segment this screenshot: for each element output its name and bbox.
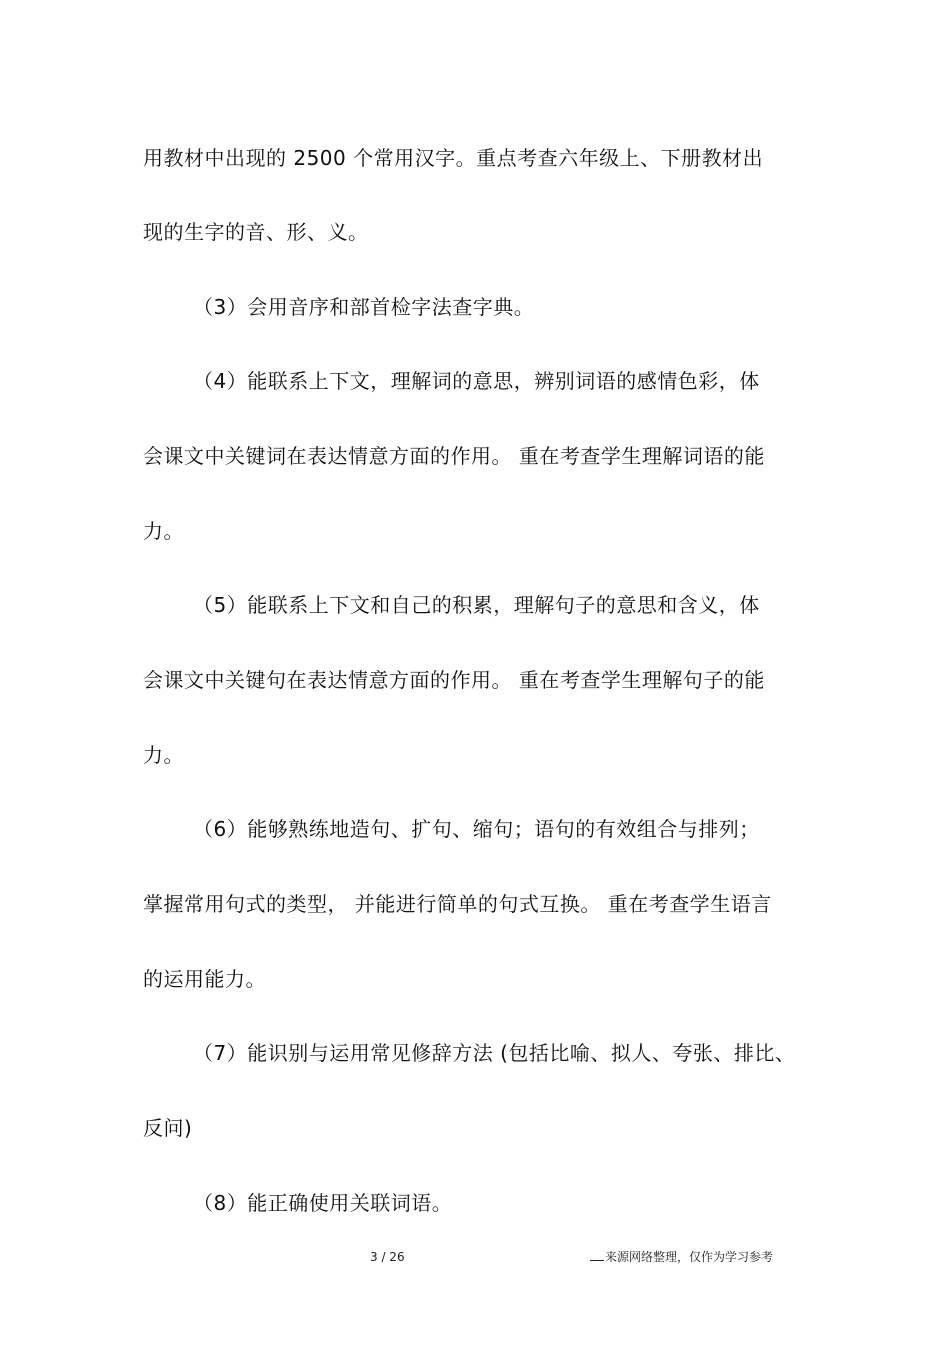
list-item-7: （7）能识别与运用常见修辞方法 (包括比喻、拟人、夸张、排比、 (193, 1041, 796, 1065)
text-line-14: 反问) (143, 1116, 193, 1140)
text-line-1: 用教材中出现的 2500 个常用汉字。重点考查六年级上、下册教材出 (143, 146, 764, 170)
underline-blank (590, 1260, 604, 1261)
list-item-8: （8）能正确使用关联词语。 (193, 1191, 453, 1215)
list-item-3: （3）会用音序和部首检字法查字典。 (193, 295, 535, 319)
text-line-5: 会课文中关键词在表达情意方面的作用。 重在考查学生理解词语的能 (143, 444, 765, 468)
list-item-5: （5）能联系上下文和自己的积累，理解句子的意思和含义，体 (193, 593, 760, 617)
list-item-4: （4）能联系上下文，理解词的意思，辨别词语的感情色彩，体 (193, 369, 760, 393)
text-line-9: 力。 (143, 743, 184, 767)
text-line-8: 会课文中关键句在表达情意方面的作用。 重在考查学生理解句子的能 (143, 668, 765, 692)
text-line-11: 掌握常用句式的类型， 并能进行简单的句式互换。 重在考查学生语言 (143, 892, 772, 916)
source-note-text: 来源网络整理，仅作为学习参考 (605, 1250, 774, 1264)
text-line-2: 现的生字的音、形、义。 (143, 220, 369, 244)
text-line-12: 的运用能力。 (143, 967, 266, 991)
text-line-6: 力。 (143, 519, 184, 543)
page-number: 3 / 26 (370, 1250, 405, 1264)
list-item-6: （6）能够熟练地造句、扩句、缩句；语句的有效组合与排列； (193, 817, 760, 841)
source-note (590, 1249, 773, 1265)
